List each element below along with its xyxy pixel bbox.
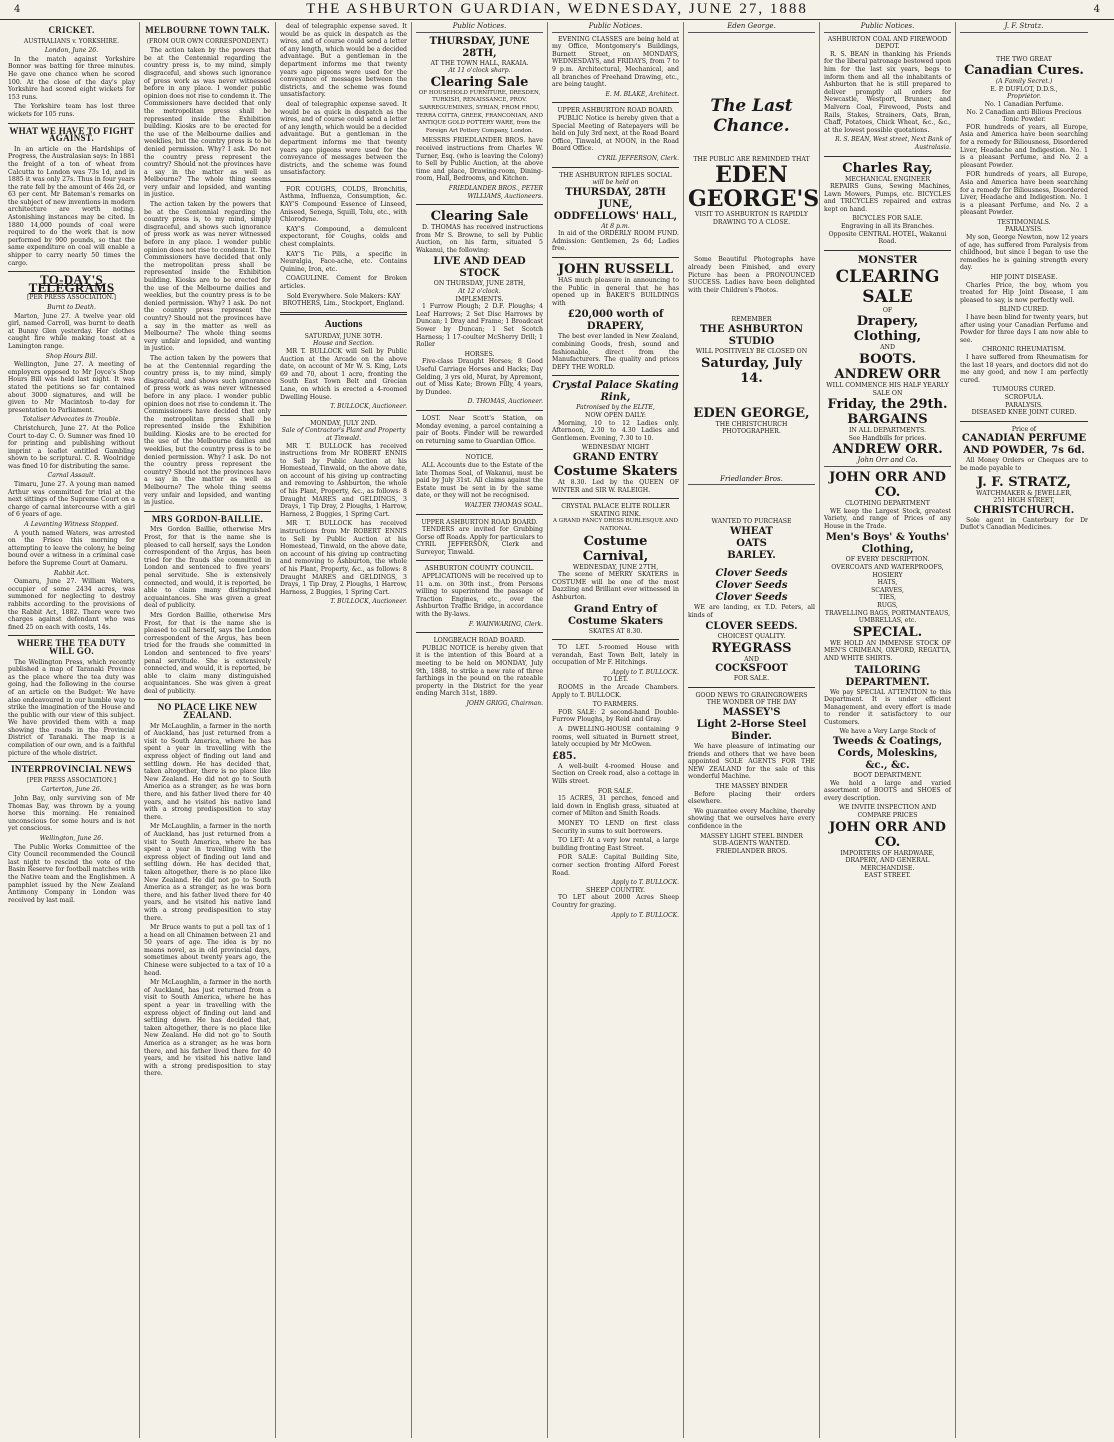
against-heading: WHAT WE HAVE TO FIGHT AGAINST. bbox=[9, 125, 134, 144]
rink-sub: Patronised by the ELITE, bbox=[576, 404, 655, 412]
and-1: AND bbox=[744, 655, 759, 663]
tolet-sig: Apply to T. BULLOCK. bbox=[611, 668, 679, 676]
price-head: Price of bbox=[1011, 425, 1037, 433]
auction-mon: MONDAY, JULY 2ND. bbox=[310, 419, 377, 427]
newspaper-title: THE ASHBURTON GUARDIAN, WEDNESDAY, JUNE 27, 1888 bbox=[306, 1, 808, 17]
against-body: In an article on the Hardships of Progress, the Australasian says: In 1881 the freight of a ton of wheat from Calcutta to London was 73s 1d, and in 1885 it was only 27s. Thus in four years the rate fell by the amount of 46s 2d, or 63 per cent. Mr Bateman's remarks on the subject of new inventions in modern architecture are worth noting. Astonishing instances may be cited. In 1880 14,000 pounds of coal were required to do the work that is now performed by 900 pounds, so that the same expenditure on coal will enable a shipper to carry nearly 50 times the cargo. bbox=[8, 145, 135, 267]
column-7 bbox=[820, 22, 956, 1438]
travelling: TRAVELLING BAGS, PORTMANTEAUS, UMBRELLAS, etc. bbox=[824, 609, 951, 625]
notice-body: ALL Accounts due to the Estate of the late Thomas Soal, of Wakanui, must be paid by July 31st. All claims against the Estate must be sent in by the same date, or they will not be recognised. bbox=[416, 461, 543, 500]
russell-big: £20,000 worth of DRAPERY, bbox=[567, 309, 664, 333]
horses-heading: HORSES. bbox=[464, 350, 495, 358]
tele-rabbit-body: Oamaru, June 27. William Waters, occupier of some 2434 acres, was summoned for neglecting to destroy rabbits according to the provisions of the Rabbit Act, 1882. There were two charges against defendant who was fined 25 on each with costs, 14s. bbox=[8, 578, 135, 631]
special: SPECIAL. bbox=[852, 624, 923, 640]
tele-witness-head: A Levanting Witness Stopped. bbox=[24, 521, 119, 529]
coal-body: R. S. BEAN in thanking his Friends for the liberal patronage bestowed upon him for the last six years, begs to inform them and all the inhabitants of Ashburton that he is still prepared to deliver promptly all orders for Newcastle, Westport, Brunner, and Malvern Coal, Firewood, Posts and Rails, Stakes, Strainers, Oats, Bran, Chaff, Potatoes, Chick Wheat, &c., &c., at the lowest possible quotations. bbox=[824, 50, 951, 134]
roadboard-heading: UPPER ASHBURTON ROAD BOARD. bbox=[421, 518, 538, 526]
clover-3: Clover Seeds bbox=[715, 591, 788, 603]
chronic-body: I have suffered from Rheumatism for the last 18 years, and doctors did not do me any good, and now I am perfectly cured. bbox=[960, 353, 1088, 384]
clearing-sale-body: MESSRS FRIEDLANDER BROS. have received instructions from Charles W. Turner, Esq. (who is leaving the Colony) to Sell by Public Auction, at the above time and place, Drawing-room, Dining-room, Hall, Bedrooms, and Kitchen. bbox=[416, 137, 543, 183]
wanted: WANTED TO PURCHASE bbox=[711, 518, 792, 526]
russell-body: HAS much pleasure in announcing to the Public in general that he has opened up in BAKER'S BUILDINGS with bbox=[552, 277, 679, 307]
col3-body: deal of telegraphic expense saved. It would be as quick in despatch as the wires, and of course could send a letter of any length, which would be a decided advantage. But a gentleman in the department informs me that twenty years ago pigeons were used for the conveyance of messages between the districts, and the scheme was found unsatisfactory. bbox=[280, 23, 407, 99]
tea-heading: WHERE THE TEA DUTY WILL GO. bbox=[17, 638, 126, 656]
handbills: See Handbills for prices. bbox=[848, 434, 927, 442]
hosiery: HOSIERY bbox=[872, 571, 903, 579]
cricket-body: In the match against Yorkshire Bonnor was batting for three minutes. He gave one chance when he scored 100. At the close of the day's play Yorkshire had scored eight wickets for 153 runs. bbox=[8, 55, 135, 101]
ad-tic: KAY'S Tic Pills, a specific in Neuralgia, Face-ache, etc. Contains Quinine, Iron, etc. bbox=[280, 250, 407, 273]
cricket-subheading: AUSTRALIANS v. YORKSHIRE. bbox=[23, 37, 120, 45]
interprovincial-dateline: Carterton, June 26. bbox=[41, 786, 102, 794]
farmers-body: FOR SALE: 2 second-hand Double-Furrow Ploughs, by Reid and Gray. bbox=[552, 708, 679, 724]
tele-carnal-head: Carnal Assault. bbox=[47, 472, 96, 480]
auction-mon-title: Sale of Contractor's Plant and Property at Tinwald. bbox=[281, 427, 406, 442]
rifles-place: ODDFELLOWS' HALL, bbox=[553, 210, 678, 222]
tolet-body: TO LET. 5-roomed House with verandah, East Town Belt, lately in occupation of Mr F. Hitchings. bbox=[552, 644, 679, 667]
rifles-date: THURSDAY, 28TH JUNE, bbox=[565, 186, 666, 210]
subagents: SUB-AGENTS WANTED. bbox=[712, 840, 791, 848]
tele-shop-head: Shop Hours Bill. bbox=[45, 352, 98, 360]
auction-bullock-sig: T. BULLOCK, Auctioneer. bbox=[330, 403, 407, 411]
col4-head: Public Notices. bbox=[416, 23, 543, 33]
hats: HATS, bbox=[877, 579, 898, 587]
thursday-heading: THURSDAY, JUNE 28TH, bbox=[429, 35, 530, 59]
central: Opposite CENTRAL HOTEL, Wakanui Road. bbox=[828, 230, 947, 246]
paralysis: PARALYSIS. bbox=[1005, 226, 1043, 234]
massey-2: MASSEY LIGHT STEEL BINDER bbox=[700, 832, 803, 840]
column-5 bbox=[548, 22, 684, 1438]
horses-list: Five-class Draught Horses; 8 Good Useful Carriage Horses and Hacks; Day Gelding, 3 yrs old, Murat, by Apremont, out of Miss Kate; Brown Filly, 4 years, by Dundee. bbox=[416, 358, 543, 396]
col8-head: J. F. Stratz. bbox=[960, 23, 1088, 33]
clearing-sale-2-body: D. THOMAS has received instructions from Mr S. Browne, to sell by Public Auction, on his farm, situated 5 Wakanui, the following: bbox=[416, 224, 543, 254]
chronic: CHRONIC RHEUMATISM. bbox=[982, 346, 1066, 354]
carnival-heading: Costume Carnival, bbox=[582, 533, 649, 564]
canadian-cures: Canadian Cures. bbox=[964, 63, 1084, 79]
council-heading: ASHBURTON COUNTY COUNCIL. bbox=[424, 565, 535, 573]
john-orr: JOHN ORR AND CO. bbox=[829, 470, 946, 500]
duflot: E. P. DUFLOT, D.D.S., bbox=[990, 85, 1058, 93]
proprietor: Proprietor. bbox=[1007, 93, 1041, 101]
oats: OATS bbox=[736, 537, 767, 549]
page-number-left: 4 bbox=[14, 4, 21, 15]
tailoring: TAILORING DEPARTMENT. bbox=[845, 664, 930, 688]
cricket-later: The Yorkshire team has lost three wickets for 105 runs. bbox=[8, 103, 135, 118]
auction-sat: SATURDAY, JUNE 30TH. bbox=[304, 332, 383, 340]
massey-binder: THE MASSEY BINDER bbox=[715, 783, 788, 791]
canadian-perf: CANADIAN PERFUME AND POWDER, 7s 6d. bbox=[961, 433, 1087, 457]
clover-2: Clover Seeds bbox=[715, 579, 788, 591]
tele-witness-body: A youth named Waters, was arrested on the Frisco this morning for attempting to leave the colony, he being bound over a witness in a criminal case before the Supreme Court at Oamaru. bbox=[8, 529, 135, 567]
clearing-sale-sig: FRIEDLANDER BROS., PETER WILLIAMS, Auctioneers. bbox=[448, 184, 543, 200]
melbourne-body-repeat-2: The action taken by the powers that be at the Centennial regarding the country press is, to my mind, simply disgraceful, and shows such ignorance of press work as was never witnessed before in any place. I wonder public opinion does not rise to condemn it. The Commissioners have decided that only the metropolitan press shall be represented inside the Exhibition building. Kiosks are to be erected for the use of the Melbourne dailies and weeklies, but the country press is to be denied permission. Why? I ask. Do not the country press represent the country? Should not the provinces have a say in the matter as well as Melbourne? The whole thing seems very unfair and lopsided, and wanting in justice. bbox=[144, 354, 271, 507]
last-chance: The Last Chance. bbox=[710, 95, 793, 136]
boots: BOOTS. bbox=[858, 352, 916, 368]
tele-carnal-body: Timaru, June 27. A young man named Arthur was committed for trial at the next sittings of the Supreme Court on a charge of carnal intercourse with a girl of 6 years of age. bbox=[8, 481, 135, 519]
choicest: CHOICEST QUALITY. bbox=[717, 633, 786, 641]
interprovincial-dateline-2: Wellington, June 26. bbox=[39, 835, 104, 842]
and-2: AND bbox=[880, 344, 895, 352]
interprovincial-body-2: The Public Works Committee of the City Council recommended the Council last night to rescind the vote of the Basin Reserve for football matches with the Native team and the Englishmen. A pamphlet issued by the New Zealand Antimony Company in London was received by last mail. bbox=[8, 843, 135, 904]
friedlander: FRIEDLANDER BROS. bbox=[715, 847, 788, 855]
melbourne-body-repeat: The action taken by the powers that be at the Centennial regarding the country press is, to my mind, simply disgraceful, and shows such ignorance of press work as was never witnessed before in any place. I wonder public opinion does not rise to condemn it. The Commissioners have decided that only the metropolitan press shall be represented inside the Exhibition building. Kiosks are to be erected for the use of the Melbourne dailies and weeklies, but the country press is to be denied permission. Why? I ask. Do not the country press represent the country? Should not the provinces have a say in the matter as well as Melbourne? The whole thing seems very unfair and lopsided, and wanting in justice. bbox=[144, 201, 271, 353]
tele-totaliser-head: Totaliser Advocates in Trouble. bbox=[22, 416, 121, 424]
notice-heading: NOTICE. bbox=[465, 454, 494, 462]
ad-kay-sold: Sold Everywhere. Sole Makers: KAY BROTHERS, Lim., Stockport, England. bbox=[282, 292, 405, 308]
ties: TIES, bbox=[878, 594, 897, 602]
rifles-heading: THE ASHBURTON RIFLES SOCIAL bbox=[559, 171, 672, 179]
tailoring-body: We pay SPECIAL ATTENTION to this Department. It is under efficient Management, and every effort is made to render it satisfactory to our Customers. bbox=[824, 688, 951, 726]
column-1 bbox=[4, 22, 140, 1438]
rb2-heading: UPPER ASHBURTON ROAD BOARD. bbox=[557, 107, 674, 115]
money: MONEY TO LEND on first class Security in sums to suit borrowers. bbox=[552, 819, 679, 835]
importers: IMPORTERS OF HARDWARE, DRAPERY, AND GENERAL MERCHANDISE. bbox=[840, 849, 935, 872]
rooms: ROOMS in the Arcade Chambers. Apply to T. BULLOCK. bbox=[552, 684, 679, 699]
boot: BOOT DEPARTMENT. bbox=[853, 772, 922, 780]
cricket-dateline: London, June 26. bbox=[44, 47, 99, 55]
interprovincial-body: John Bay, only surviving son of Mr Thomas Bay, was thrown by a young horse this morning. He remained unconscious for some hours and is not yet conscious. bbox=[8, 795, 135, 833]
implements-list: 1 Furrow Plough; 2 D.F. Ploughs; 4 Leaf Harrows; 2 Set Disc Harrows by Duncan; 1 Dray and Frame; 1 Broadcast Sower by Duncan; 1 Set Scotch Harness; 1 17-coulter McSherry Drill; 1 Roller bbox=[416, 303, 543, 349]
auction-mon-body-repeat: MR T. BULLOCK has received instructions from Mr ROBERT ENNIS to Sell by Public Auction at his Homestead, Tinwald, on the above date, on account of his giving up contracting and removing to Ashburton, the whole of his Plant, Property, &c., as follows: 8 Draught MARES and GELDINGS, 3 Drays, 1 Tip Dray, 2 Ploughs, 1 Harrow, Harness, 2 Buggies, 1 Spring Cart. bbox=[280, 520, 407, 596]
noplace-body-repeat: Mr McLaughlin, a farmer in the north of Auckland, has just returned from a visit to South America, where he has spent a year in travelling with the express object of finding out land and settling down. He has decided that, taken altogether, there is no place like New Zealand. He did not go to South America as a stranger, as he was born there, and his father lived there for 40 years, and he visited his native land with a strong predisposition to stay there. bbox=[144, 823, 271, 922]
auction-mon-body: MR T. BULLOCK has received instructions from Mr ROBERT ENNIS to Sell by Public Auction at his Homestead, Tinwald, on the above date, on account of his giving up contracting and removing to Ashburton, the whole of his Plant, Property, &c., as follows: 8 Draught MARES and GELDINGS, 3 Drays, 1 Tip Dray, 2 Ploughs, 1 Harrow, Harness, 2 Buggies, 1 Spring Cart. bbox=[280, 442, 407, 518]
melbourne-heading: MELBOURNE TOWN TALK. bbox=[145, 25, 270, 35]
baillie-heading: MRS GORDON-BAILLIE. bbox=[151, 513, 264, 524]
special-body: WE HOLD AN IMMENSE STOCK OF MEN'S CRIMEAN, OXFORD, REGATTA, AND WHITE SHIRTS. bbox=[824, 639, 951, 662]
drapery: Drapery, Clothing, bbox=[853, 314, 922, 345]
sheep-sig: Apply to T. BULLOCK. bbox=[611, 911, 679, 919]
christchurch: CHRISTCHURCH. bbox=[973, 504, 1075, 516]
john-orr-2: JOHN ORR AND CO. bbox=[829, 819, 946, 850]
russell-heading: JOHN RUSSELL bbox=[558, 262, 673, 278]
hip: HIP JOINT DISEASE. bbox=[990, 274, 1058, 282]
rugs: RUGS, bbox=[877, 601, 898, 609]
notice-sig: WALTER THOMAS SOAL. bbox=[464, 501, 543, 509]
east: EAST STREET. bbox=[864, 872, 911, 880]
auction-house: House and Section. bbox=[312, 340, 375, 348]
col7-head: Public Notices. bbox=[824, 23, 951, 33]
col5-head: Public Notices. bbox=[552, 23, 679, 33]
clearing-sale-2-heading: Clearing Sale bbox=[430, 209, 529, 225]
price-body: A well-built 4-roomed House and Section on Creek road, also a cottage in Wills street. bbox=[552, 762, 679, 785]
shop: TO LET: At a very low rental, a large building fronting East Street. bbox=[552, 837, 679, 852]
rb2-body: PUBLIC Notice is hereby given that a Special Meeting of Ratepayers will be held on July 3rd next, at the Road Board Office, Tinwald, at NOON, in the Road Board Office. bbox=[552, 114, 679, 153]
noplace-body-repeat-2: Mr McLaughlin, a farmer in the north of Auckland, has just returned from a visit to South America, where he has spent a year in travelling with the express object of finding out land and settling down. He has decided that, taken altogether, there is no place like New Zealand. He did not go to South America as a stranger, as he was born there, and his father lived there for 40 years, and he visited his native land with a strong predisposition to stay there. bbox=[144, 979, 271, 1078]
tele-burnt-head: Burnt to Death. bbox=[47, 304, 96, 311]
col7-head-2: John Orr and Co. bbox=[824, 457, 951, 467]
intro-repeat: FOR hundreds of years, all Europe, Asia and America have been searching for a remedy for Biliousness, Disordered Liver, Headache and Indigestion. No. 1 is a pleasant Perfume, and No. 2 a pleasant Powder. bbox=[960, 171, 1088, 217]
mech-engineer: MECHANICAL ENGINEER bbox=[844, 175, 930, 183]
rink-heading: Crystal Palace Skating Rink, bbox=[552, 380, 679, 404]
binder: Light 2-Horse Steel Binder. bbox=[696, 719, 807, 743]
forsale: FOR SALE. bbox=[733, 675, 770, 683]
sheep-heading: SHEEP COUNTRY. bbox=[585, 886, 646, 894]
paralysis-2: PARALYSIS. bbox=[1005, 401, 1043, 409]
clearing-sale-heading: Clearing Sale bbox=[430, 74, 529, 90]
coal-heading: ASHBURTON COAL AND FIREWOOD DEPOT. bbox=[827, 35, 948, 51]
wheat: WHEAT bbox=[730, 525, 773, 537]
interprovincial-sub: [PER PRESS ASSOCIATION.] bbox=[27, 776, 116, 784]
charles-ray: Charles Ray, bbox=[842, 160, 933, 176]
telegrams-heading: TO-DAY'S TELEGRAMS bbox=[28, 272, 115, 295]
carnival-pre: CRYSTAL PALACE ELITE ROLLER SKATING RINK. bbox=[561, 503, 670, 518]
implements-heading: IMPLEMENTS. bbox=[455, 295, 504, 303]
stratz: J. F. STRATZ, bbox=[977, 474, 1071, 490]
tumours: TUMOURS CURED. bbox=[992, 386, 1056, 394]
tele-burnt-body: Marton, June 27. A twelve year old girl, named Carroll, was burnt to death at Bunny Glen yesterday. Her clothes caught fire while making toast at a Lamington range. bbox=[8, 312, 135, 350]
live-stock: LIVE AND DEAD STOCK bbox=[433, 256, 526, 280]
sale2-sig: Apply to T. BULLOCK. bbox=[611, 879, 679, 887]
rink-times: Morning, 10 to 12 Ladies only. Afternoon, 2.30 to 4.30 Ladies and Gentlemen. Evening, 7.30 to 10. bbox=[552, 419, 679, 442]
paralysis-body: My son, George Newton, now 12 years of age, has suffered from Paralysis from childhood, but since I began to use the remedies he is gaining strength every day. bbox=[960, 234, 1088, 272]
depts: IN ALL DEPARTMENTS. bbox=[848, 427, 927, 435]
overcoats: OVERCOATS AND WATERPROOFS, bbox=[831, 563, 944, 571]
carnival-sub: A GRAND FANCY DRESS BURLESQUE AND NATIONAL bbox=[552, 518, 678, 532]
carnival-body: The scene of MERRY SKATERS in COSTUME will be one of the most Dazzling and Brilliant ever witnessed in Ashburton. bbox=[552, 571, 679, 601]
saturday: Saturday, July 14. bbox=[700, 355, 803, 386]
guarantee: We guarantee every Machine, thereby showing that we ourselves have every confidence in the bbox=[688, 807, 815, 830]
mech-body: REPAIRS Guns, Sewing Machines, Lawn Mowers, Pumps, etc. BICYCLES and TRICYCLES repaired and extras kept on hand. bbox=[824, 183, 951, 213]
rink-open: NOW OPEN DAILY: bbox=[585, 412, 646, 419]
blind-body: I have been blind for twenty years, but after using your Canadian Perfume and Powder for three days I am now able to see. bbox=[960, 314, 1088, 344]
column-2 bbox=[140, 22, 276, 1438]
sale-heading: FOR SALE. bbox=[597, 787, 634, 795]
cords: Cords, Moleskins, bbox=[837, 748, 938, 760]
friday: Friday, the 29th. bbox=[827, 397, 948, 413]
costume-heading: Costume Skaters bbox=[553, 463, 678, 479]
russell-body-2: The best ever landed in New Zealand, combining Goods, fresh, sound and fashionable, direct from the Manufacturers. The quality and prices DEFY THE WORLD. bbox=[552, 333, 679, 371]
clearing: CLEARING SALE bbox=[835, 266, 940, 307]
longbeach-heading: LONGBEACH ROAD BOARD. bbox=[433, 637, 526, 645]
interprovincial-heading: INTERPROVINCIAL NEWS bbox=[11, 764, 132, 775]
tweeds: Tweeds & Coatings, bbox=[832, 736, 943, 748]
agent: Sole agent in Canterbury for Dr Duflot's Canadian Medicines. bbox=[960, 516, 1088, 532]
thursday-place: AT THE TOWN HALL, RAKAIA. bbox=[430, 59, 529, 67]
every: OF EVERY DESCRIPTION. bbox=[845, 556, 930, 564]
boot-body: We hold a large and varied assortment of BOOTS and SHOES of every description. bbox=[824, 779, 951, 802]
ryegrass: RYEGRASS bbox=[711, 640, 792, 656]
column-3 bbox=[276, 22, 412, 1438]
baillie-body: Mrs Gordon Baillie, otherwise Mrs Frost, for that is the name she is pleased to call herself, says the London correspondent of the Argus, has been tried for the frauds she committed in London and sentenced to five years' penal servitude. She is extensively connected, and would, it is reported, be able to claim many distinguished acquaintances. She was given a great deal of publicity. bbox=[144, 526, 271, 610]
family: (A Family Secret.) bbox=[995, 78, 1053, 86]
bicycles: BICYCLES FOR SALE. bbox=[852, 215, 923, 223]
column-6 bbox=[684, 22, 820, 1438]
bargains: BARGAINS bbox=[847, 412, 928, 428]
eden-george-2: EDEN GEORGE, bbox=[693, 405, 810, 421]
rb2-sig: CYRIL JEFFERSON, Clerk. bbox=[597, 154, 679, 162]
column-4 bbox=[412, 22, 548, 1438]
good-news: GOOD NEWS TO GRAINGROWERS bbox=[695, 691, 808, 699]
blind: BLIND CURED. bbox=[999, 306, 1049, 314]
column-8 bbox=[956, 22, 1092, 1438]
rink-grand: GRAND ENTRY bbox=[572, 451, 659, 463]
noplace-body-2: Mr Bruce wants to put a poll tax of 1 a head on all Chinamen between 21 and 50 years of age. The idea is by no means novel, as in old provincial days, sometimes about twenty years ago, the Chinese were subjected to a tax of 10 a head. bbox=[144, 924, 271, 977]
baillie-body-repeat: Mrs Gordon Baillie, otherwise Mrs Frost, for that is the name she is pleased to call herself, says the London correspondent of the Argus, has been tried for the frauds she committed in London and sentenced to five years' penal servitude. She is extensively connected, and would, it is reported, be able to claim many distinguished acquaintances. She was given a great deal of publicity. bbox=[144, 611, 271, 695]
council-body: APPLICATIONS will be received up to 11 a.m. on 30th inst., from Persons willing to superintend the passage of Traction Engines, etc., over the Ashburton Traffic Bridge, in accordance with the By-laws. bbox=[416, 573, 543, 619]
rink-wed: WEDNESDAY NIGHT bbox=[581, 444, 650, 452]
costume-body: At 8.30. Led by the QUEEN OF WINTER and SIR W. RALEIGH. bbox=[552, 478, 679, 494]
ad-coag: COAGULINE. Cement for Broken articles. bbox=[280, 275, 407, 290]
carnival-date: WEDNESDAY, JUNE 27TH, bbox=[572, 563, 659, 571]
massey: MASSEY'S bbox=[722, 707, 781, 719]
monster: MONSTER bbox=[857, 254, 918, 266]
of: OF bbox=[882, 306, 893, 314]
cricket-heading: CRICKET. bbox=[48, 25, 95, 35]
testimonials: TESTIMONIALS. bbox=[997, 218, 1051, 226]
tele-rabbit-head: Rabbit Act. bbox=[53, 569, 90, 577]
ad-coughs: FOR COUGHS, COLDS, Bronchitis, Asthma, Influenza, Consumption, &c. KAY'S Compound Essence of Linseed, Aniseed, Senega, Squill, Tolu, etc., with Chlorodyne. bbox=[280, 185, 407, 224]
clover-1: Clover Seeds bbox=[715, 567, 788, 579]
tweeds-pre: We have a Very Large Stock of bbox=[839, 728, 936, 736]
engraving: Engraving in all its Branches. bbox=[840, 223, 935, 231]
col6-head: Eden George. bbox=[688, 23, 815, 33]
rifles-body-2: In aid of the ORDERLY ROOM FUND. Admission: Gentlemen, 2s 6d; Ladies free. bbox=[552, 230, 679, 253]
noplace-body: Mr McLaughlin, a farmer in the north of Auckland, has just returned from a visit to South America, where he has spent a year in travelling with the express object of finding out land and settling down. He has decided that, taken altogether, there is no place like New Zealand. He did not go to South America as a stranger, as he was born there, and his father lived there for 40 years, and he visited his native land with a strong predisposition to stay there. bbox=[144, 722, 271, 821]
masthead bbox=[0, 0, 1114, 20]
coal-sig: R. S. BEAN, West street, Next Bank of Australasia. bbox=[835, 136, 951, 151]
sheep-body: TO LET about 2000 Acres Sheep Country for grazing. bbox=[552, 894, 679, 909]
auctions-heading: Auctions bbox=[324, 318, 363, 330]
evening-classes: EVENING CLASSES are being held at my Office, Montgomery's Buildings, Burnett Street, on MONDAYS, WEDNESDAYS, and FRIDAYS, from 7 to 9 p.m. Architectural, Mechanical, and all branches of Freehand Drawing, etc., are being taught. bbox=[552, 35, 679, 89]
hip-body: Charles Price, the boy, whom you treated for Hip Joint Disease, I am pleased to say, is now perfectly well. bbox=[960, 281, 1088, 304]
tele-totaliser-body: Christchurch, June 27. At the Police Court to-day C. O. Sumner was fined 10 for printing and publishing without imprint a leaflet entitled Gambling shown to be scriptural. C. R. Woolridge was fined 10 for distributing the same. bbox=[8, 424, 135, 470]
skaters-time: SKATES AT 8.30. bbox=[588, 627, 643, 635]
mens: Men's Boys' & Youths' Clothing, bbox=[825, 532, 950, 556]
live-time: At 12 o'clock. bbox=[458, 288, 501, 296]
clover-caps: CLOVER SEEDS. bbox=[705, 621, 798, 633]
photos: Some Beautiful Photographs have already been Finished, and every Picture has been a PRONOUNCED SUCCESS. Ladies have been delighted with their Children's Photos. bbox=[688, 256, 815, 294]
scrofula: SCROFULA. bbox=[1004, 393, 1044, 401]
tele-shop-body: Wellington, June 27. A meeting of employers opposed to Mr Joyce's Shop Hours Bill was held last night. It was stated the petitions so far contained about 3000 signatures, and will be given to Mr Macintosh to-day for presentation to Parliament. bbox=[8, 361, 135, 414]
rifles-time: At 8 p.m. bbox=[601, 222, 630, 230]
noplace-heading: NO PLACE LIKE NEW ZEALAND. bbox=[157, 702, 258, 721]
wonder: THE WONDER OF THE DAY bbox=[706, 699, 797, 707]
clearing-sale-sub: OF HOUSEHOLD FURNITURE, DRESDEN, TURKISH, RENAISSANCE, PROV. SARREGUEMINES, SYRIAN, FROM FROU, TERRA COTTA, GREEK, FRANCONIAN, AND ANTIQUE GOLD POTTERY WARE, from the Foreign Art Pottery Company, London. bbox=[416, 89, 543, 134]
closed: WILL POSITIVELY BE CLOSED ON bbox=[695, 347, 808, 355]
sale-body: 15 ACRES, 31 perches, fenced and laid down in English grass, situated at corner of Milton and Smith Roads. bbox=[552, 795, 679, 818]
columns bbox=[4, 22, 1110, 1438]
binder-body: We have pleasure of intimating our friends and others that we have been appointed SOLE AGENTS FOR THE NEW ZEALAND for the sale of this wonderful Machine. bbox=[688, 743, 815, 781]
col6-head-2: Friedlander Bros. bbox=[688, 476, 815, 486]
two-great: THE TWO GREAT bbox=[996, 55, 1052, 63]
invite: WE INVITE INSPECTION AND COMPARE PRICES bbox=[838, 804, 937, 820]
ad-kays: KAY'S Compound, a demulcent expectorant, for Coughs, colds and chest complaints. bbox=[280, 225, 407, 249]
landing: WE are landing, ex T.D. Peters, all kinds of bbox=[688, 603, 815, 619]
thomas-sig: D. THOMAS, Auctioneer. bbox=[467, 398, 543, 406]
address: 251 HIGH STREET, bbox=[993, 497, 1055, 505]
longbeach-body: PUBLIC NOTICE is hereby given that it is the intention of this Board at a meeting to be held on MONDAY, July 9th, 1888, to strike a new rate of three farthings in the pound on the rateable property in the District for the year ending March 31st, 1889. bbox=[416, 644, 543, 698]
no1: No. 1 Canadian Perfume. bbox=[984, 100, 1064, 108]
col3-body-repeat: deal of telegraphic expense saved. It would be as quick in despatch as the wires, and of course could send a letter of any length, which would be a decided advantage. But a gentleman in the department informs me that twenty years ago pigeons were used for the conveyance of messages between the districts, and the scheme was found unsatisfactory. bbox=[280, 100, 407, 177]
thursday-time: At 11 o'clock sharp. bbox=[448, 67, 511, 75]
andrew-orr-2: ANDREW ORR. bbox=[832, 442, 943, 458]
longbeach-sig: JOHN GRIGG, Chairman. bbox=[466, 699, 543, 707]
auction-mon-sig: T. BULLOCK, Auctioneer. bbox=[330, 598, 407, 606]
dwelling: A DWELLING-HOUSE containing 9 rooms, well situated in Burnett street, lately occupied by Mr McOwen. bbox=[552, 726, 679, 749]
cocksfoot: COCKSFOOT bbox=[715, 663, 788, 675]
studio: THE ASHBURTON STUDIO bbox=[699, 323, 804, 347]
evening-sig: E. M. BLAKE, Architect. bbox=[605, 90, 679, 98]
eden-george-big: EDEN GEORGE'S bbox=[688, 162, 820, 213]
orders: All Money Orders or Cheques are to be made payable to bbox=[960, 457, 1088, 472]
reminded: THE PUBLIC ARE REMINDED THAT bbox=[693, 155, 810, 163]
roadboard-body: TENDERS are invited for Grubbing Gorse off Roads. Apply for particulars to CYRIL JEFFERSON, Clerk and Surveyor, Tinwald. bbox=[416, 526, 543, 556]
melbourne-body: The action taken by the powers that be at the Centennial regarding the country press is, to my mind, simply disgraceful, and shows such ignorance of press work as was never witnessed before in any place. I wonder public opinion does not rise to condemn it. The Commissioners have decided that only the metropolitan press shall be represented inside the Exhibition building. Kiosks are to be erected for the use of the Melbourne dailies and weeklies, but the country press is to be denied permission. Why? I ask. Do not the country press represent the country? Should not the provinces have a say in the matter as well as Melbourne? The whole thing seems very unfair and lopsided, and wanting in justice. bbox=[144, 47, 271, 199]
diseased: DISEASED KNEE JOINT CURED. bbox=[971, 409, 1077, 417]
barley: BARLEY. bbox=[727, 549, 776, 561]
farmers-heading: TO FARMERS. bbox=[592, 701, 639, 709]
watch: WATCHMAKER & JEWELLER, bbox=[976, 489, 1072, 497]
tolet-heading: TO LET. bbox=[603, 676, 628, 684]
commence: WILL COMMENCE HIS HALF YEARLY SALE ON bbox=[826, 382, 949, 397]
before: Before placing their orders elsewhere. bbox=[688, 790, 815, 806]
clothing-dept: CLOTHING DEPARTMENT bbox=[845, 500, 930, 507]
intro: FOR hundreds of years, all Europe, Asia and America have been searching for a remedy for Biliousness, Disordered Liver, Headache and Indigestion. No. 1 is a pleasant Perfume, and No. 2 a pleasant Powder. bbox=[960, 123, 1088, 169]
page-number-right: 4 bbox=[1093, 4, 1100, 15]
remember: REMEMBER bbox=[731, 316, 772, 324]
etc: &c., &c. bbox=[865, 760, 910, 772]
rifles-body: will be held on bbox=[592, 179, 639, 187]
price-big: £85. bbox=[552, 750, 577, 762]
scarves: SCARVES, bbox=[871, 586, 904, 594]
tea-body: The Wellington Press, which recently published a map of Taranaki Province as the place where the tea duty was going, had the following in the course of an article on the Budget: We have also endeavoured in our humble way to strike the imagination of the House and the public with our view of this subject. We have provided them with a map showing the roads in the Provincial District of Taranaki. The map is a compilation of our own, and is a faithful picture of the whole district. bbox=[8, 658, 135, 757]
grand-entry: Grand Entry of Costume Skaters bbox=[567, 603, 664, 627]
sale2: FOR SALE: Capital Building Site, corner section fronting Alford Forest Road. bbox=[552, 854, 679, 877]
live-date: ON THURSDAY, JUNE 28TH, bbox=[433, 280, 526, 288]
no2: No. 2 Canadian anti Bilious Precious Tonic Powder. bbox=[966, 108, 1082, 124]
keep: WE keep the Largest Stock, greatest Variety, and range of Prices of any House in the Trade. bbox=[824, 507, 951, 530]
council-sig: F. WAINWARING, Clerk. bbox=[468, 620, 543, 628]
auction-bullock-body: MR T. BULLOCK will Sell by Public Auction at the Arcade on the above date, on account of Mr W. S. King, Lots 69 and 70, about 1 acre, fronting the South East Town Belt and Grecian Lane, on which is erected a 4-roomed Dwelling House. bbox=[280, 347, 407, 401]
christchurch-photographer: THE CHRISTCHURCH PHOTOGRAPHER. bbox=[715, 420, 788, 436]
andrew-orr: ANDREW ORR bbox=[834, 367, 941, 383]
lost-notice: LOST. Near Scott's Station, on Monday evening, a parcel containing a pair of Boots. Finder will be rewarded on returning same to Guardian Office. bbox=[416, 414, 543, 445]
melbourne-sub: (FROM OUR OWN CORRESPONDENT.) bbox=[146, 37, 269, 45]
visit: VISIT TO ASHBURTON IS RAPIDLY DRAWING TO A CLOSE. bbox=[695, 211, 808, 226]
telegrams-sub: [PER PRESS ASSOCIATION.] bbox=[27, 294, 116, 302]
